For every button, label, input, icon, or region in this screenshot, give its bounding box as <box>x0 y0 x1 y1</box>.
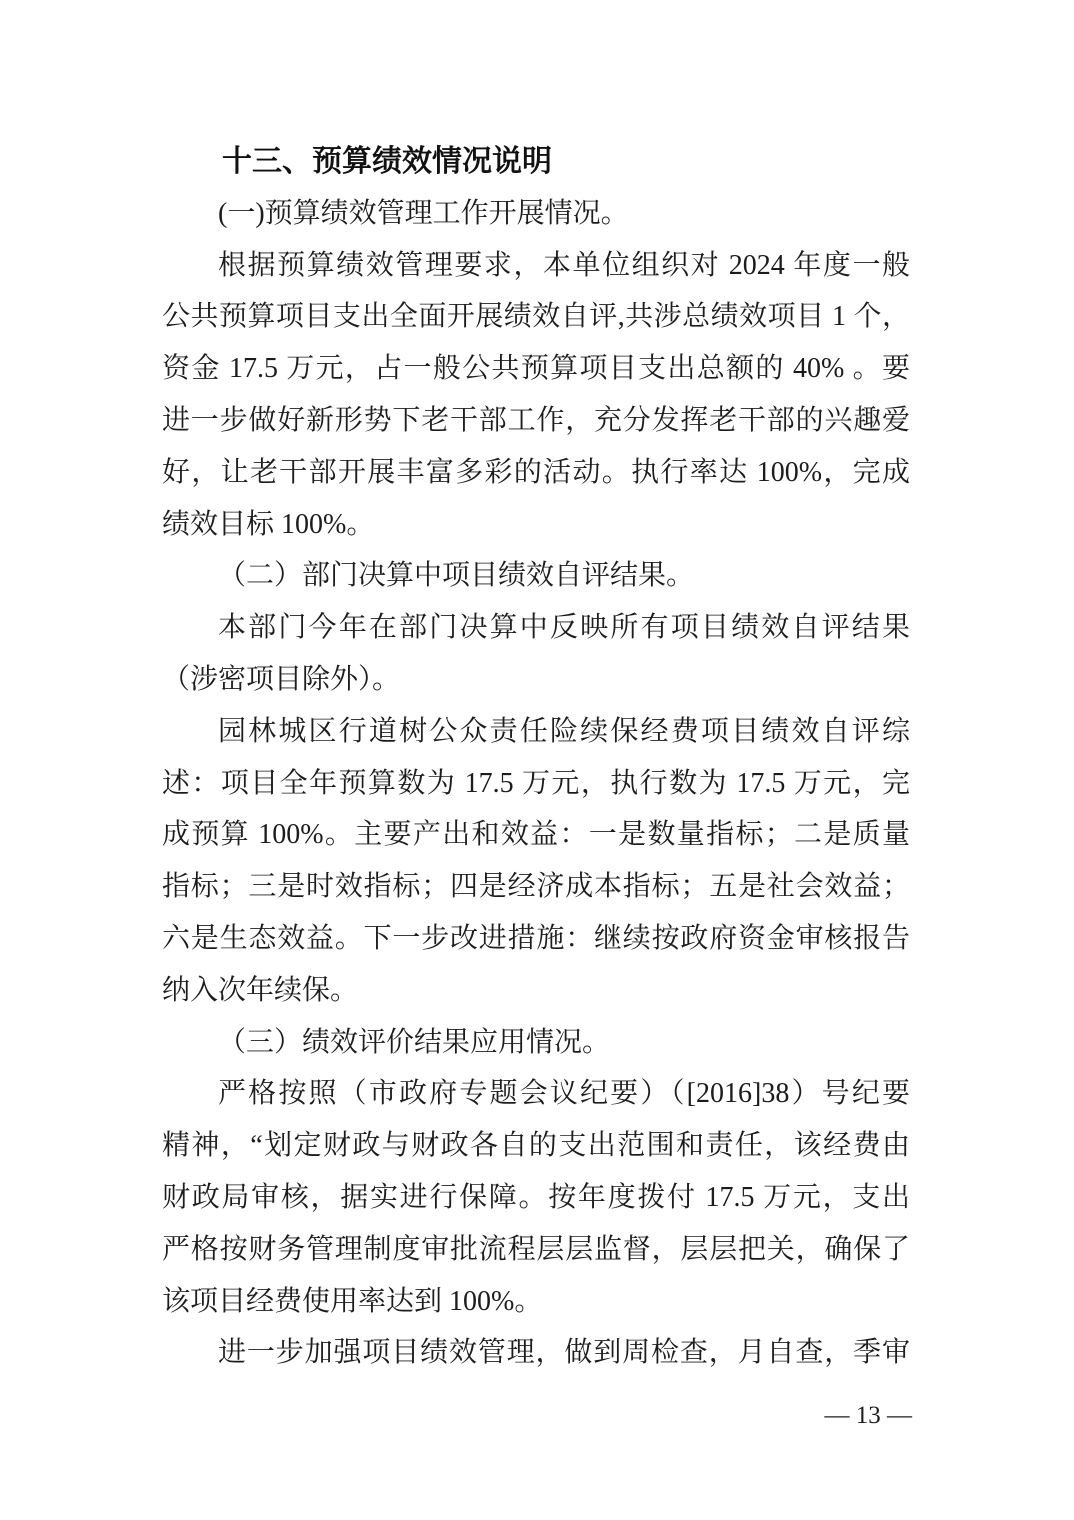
text-line: 指标；三是时效指标；四是经济成本指标；五是社会效益； <box>162 871 910 903</box>
text-line: （二）部门决算中项目绩效自评结果。 <box>218 560 695 592</box>
text-line: 精神，“划定财政与财政各自的支出范围和责任，该经费由 <box>162 1130 910 1162</box>
paragraph-5 <box>162 1327 910 1379</box>
text-line: 成预算 100%。主要产出和效益：一是数量指标；二是质量 <box>162 819 910 851</box>
text-line: 六是生态效益。下一步改进措施：继续按政府资金审核报告 <box>162 922 910 954</box>
text-line: （三）绩效评价结果应用情况。 <box>218 1026 611 1058</box>
text-line: 进一步做好新形势下老干部工作，充分发挥老干部的兴趣爱 <box>162 404 910 436</box>
subsection-heading-3 <box>162 1017 910 1069</box>
text-line: 严格按照（市政府专题会议纪要）（[2016]38）号纪要 <box>218 1078 910 1110</box>
section-title: 十三、预算绩效情况说明 <box>222 145 552 178</box>
text-line: 该项目经费使用率达到 100%。 <box>162 1285 543 1317</box>
page-number <box>825 1402 913 1430</box>
text-line: (一)预算绩效管理工作开展情况。 <box>218 197 629 229</box>
text-line: 绩效目标 100%。 <box>162 508 375 540</box>
text-line: 公共预算项目支出全面开展绩效自评,共涉总绩效项目 1 个， <box>162 301 910 333</box>
text-line: 园林城区行道树公众责任险续保经费项目绩效自评综 <box>218 715 910 747</box>
text-line: 严格按财务管理制度审批流程层层监督，层层把关，确保了 <box>162 1233 910 1265</box>
page-number-text: — 13 — <box>824 1402 912 1429</box>
text-line: 进一步加强项目绩效管理，做到周检查，月自查，季审 <box>218 1337 910 1369</box>
paragraph-2 <box>162 602 910 706</box>
text-line: 本部门今年在部门决算中反映所有项目绩效自评结果 <box>218 612 910 644</box>
paragraph-4 <box>162 1068 910 1327</box>
text-line: （涉密项目除外）。 <box>162 663 401 695</box>
subsection-heading-2 <box>162 550 910 602</box>
text-line: 资金 17.5 万元，占一般公共预算项目支出总额的 40% 。要 <box>162 353 910 385</box>
text-line: 根据预算绩效管理要求，本单位组织对 2024 年度一般 <box>218 249 910 281</box>
text-line: 好，让老干部开展丰富多彩的活动。执行率达 100%，完成 <box>162 456 910 488</box>
text-line: 财政局审核，据实进行保障。按年度拨付 17.5 万元，支出 <box>162 1181 910 1213</box>
paragraph-1 <box>162 240 910 551</box>
subsection-heading-1 <box>162 188 910 240</box>
text-line: 纳入次年续保。 <box>162 974 359 1006</box>
text-line: 述：项目全年预算数为 17.5 万元，执行数为 17.5 万元，完 <box>162 767 910 799</box>
page-content <box>162 136 910 1379</box>
paragraph-3 <box>162 706 910 1017</box>
